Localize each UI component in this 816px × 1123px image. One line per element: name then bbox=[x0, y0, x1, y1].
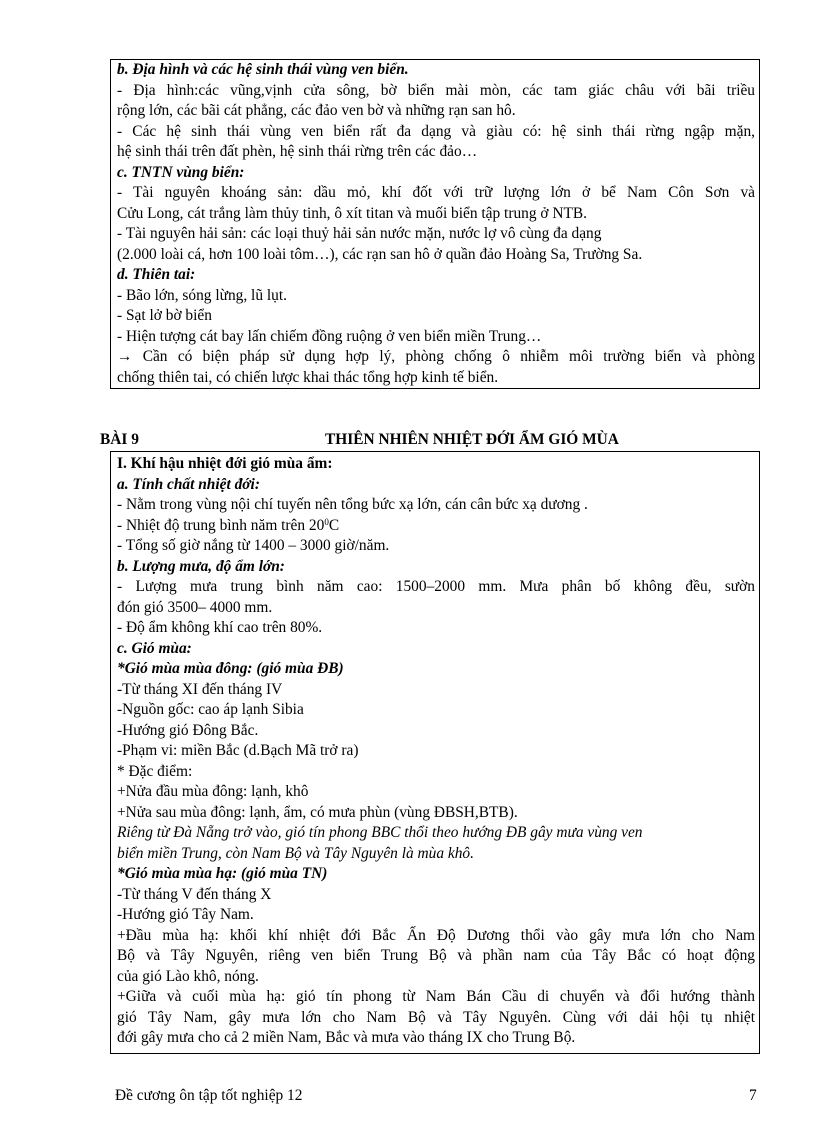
paragraph-line: +Nửa sau mùa đông: lạnh, ẩm, có mưa phùn (vùng ĐBSH,BTB). bbox=[117, 803, 518, 821]
subheading: b. Địa hình và các hệ sinh thái vùng ven biển. bbox=[117, 61, 409, 78]
paragraph-line: - Các hệ sinh thái vùng ven biển rất đa dạng và giàu có: hệ sinh thái rừng ngập mặn, bbox=[117, 122, 755, 140]
paragraph-line: - Bão lớn, sóng lừng, lũ lụt. bbox=[117, 286, 287, 304]
paragraph-line: (2.000 loài cá, hơn 100 loài tôm…), các rạn san hô ở quần đảo Hoàng Sa, Trường Sa. bbox=[117, 245, 643, 263]
paragraph-line: -Nguồn gốc: cao áp lạnh Sibia bbox=[117, 701, 304, 718]
paragraph-line bbox=[117, 516, 755, 537]
paragraph-line: -Hướng gió Đông Bắc. bbox=[117, 721, 259, 739]
paragraph-line: đới gây mưa cho cả 2 miền Nam, Bắc và mưa vào tháng IX cho Trung Bộ. bbox=[117, 1029, 576, 1046]
section-box-coastal bbox=[110, 59, 760, 389]
paragraph-line: Cửu Long, cát trắng làm thủy tinh, ô xít titan và muối biển tập trung ở NTB. bbox=[117, 204, 588, 222]
paragraph-line: - Nằm trong vùng nội chí tuyến nên tổng bức xạ lớn, cán cân bức xạ dương . bbox=[117, 496, 588, 513]
paragraph-line: hệ sinh thái trên đất phèn, hệ sinh thái rừng trên các đảo… bbox=[117, 143, 478, 160]
paragraph-line: của gió Lào khô, nóng. bbox=[117, 967, 259, 985]
paragraph-line: +Đầu mùa hạ: khối khí nhiệt đới Bắc Ấn Độ Dương thổi vào gây mưa lớn cho Nam bbox=[117, 926, 755, 944]
paragraph-line: - Tổng số giờ nắng từ 1400 – 3000 giờ/năm. bbox=[117, 537, 390, 554]
subheading: b. Lượng mưa, độ ẩm lớn: bbox=[117, 557, 285, 575]
paragraph-line: biển miền Trung, còn Nam Bộ và Tây Nguyên là mùa khô. bbox=[117, 844, 474, 862]
text-part: - Nhiệt độ trung bình năm trên 20 bbox=[117, 516, 325, 534]
subheading: c. TNTN vùng biển: bbox=[117, 163, 245, 181]
subheading: a. Tính chất nhiệt đới: bbox=[117, 475, 260, 493]
paragraph-line: +Nửa đầu mùa đông: lạnh, khô bbox=[117, 783, 309, 800]
section-heading: I. Khí hậu nhiệt đới gió mùa ẩm: bbox=[117, 455, 333, 472]
subheading: c. Gió mùa: bbox=[117, 639, 192, 657]
paragraph-line: Riêng từ Đà Nẵng trở vào, gió tín phong BBC thổi theo hướng ĐB gây mưa vùng ven bbox=[117, 824, 643, 841]
subheading: d. Thiên tai: bbox=[117, 266, 196, 283]
text-part: C bbox=[328, 516, 340, 534]
paragraph-line: Bộ và Tây Nguyên, riêng ven biển Trung Bộ và phần nam của Tây Bắc có hoạt động bbox=[117, 947, 755, 964]
subheading: *Gió mùa mùa đông: (gió mùa ĐB) bbox=[117, 660, 344, 677]
lesson-number: BÀI 9 bbox=[100, 431, 139, 448]
lesson-title: THIÊN NHIÊN NHIỆT ĐỚI ẨM GIÓ MÙA bbox=[325, 431, 619, 448]
paragraph-line: → Cần có biện pháp sử dụng hợp lý, phòng chống ô nhiễm môi trường biển và phòng bbox=[117, 348, 755, 365]
paragraph-line: -Phạm vi: miền Bắc (d.Bạch Mã trở ra) bbox=[117, 742, 359, 759]
superscript: 0 bbox=[324, 516, 329, 527]
paragraph-line: * Đặc điểm: bbox=[117, 762, 193, 780]
section-box-climate bbox=[110, 451, 760, 1054]
paragraph-line: chống thiên tai, có chiến lược khai thác tổng hợp kinh tế biển. bbox=[117, 368, 499, 386]
paragraph-line: rộng lớn, các bãi cát phẳng, các đảo ven bờ và những rạn san hô. bbox=[117, 102, 516, 119]
paragraph-line: -Từ tháng V đến tháng X bbox=[117, 885, 272, 903]
paragraph-line: -Từ tháng XI đến tháng IV bbox=[117, 680, 283, 698]
paragraph-line: +Giữa và cuối mùa hạ: gió tín phong từ Nam Bán Cầu di chuyển và đổi hướng thành bbox=[117, 988, 755, 1005]
paragraph-line: - Độ ẩm không khí cao trên 80%. bbox=[117, 619, 323, 636]
page-number: 7 bbox=[749, 1087, 757, 1104]
paragraph-line: - Lượng mưa trung bình năm cao: 1500–2000 mm. Mưa phân bố không đều, sườn bbox=[117, 578, 755, 595]
subheading: *Gió mùa mùa hạ: (gió mùa TN) bbox=[117, 865, 328, 882]
paragraph-line: -Hướng gió Tây Nam. bbox=[117, 906, 254, 923]
paragraph-line: - Tài nguyên hải sản: các loại thuỷ hải sản nước mặn, nước lợ vô cùng đa dạng bbox=[117, 225, 602, 242]
footer-text: Đề cương ôn tập tốt nghiệp 12 bbox=[115, 1087, 303, 1104]
paragraph-line: - Tài nguyên khoáng sản: dầu mỏ, khí đốt với trữ lượng lớn ở bể Nam Côn Sơn và bbox=[117, 184, 755, 201]
paragraph-line: - Sạt lở bờ biển bbox=[117, 307, 212, 324]
paragraph-line: - Địa hình:các vũng,vịnh cửa sông, bờ biển mài mòn, các tam giác châu với bãi triều bbox=[117, 81, 755, 99]
paragraph-line: đón gió 3500– 4000 mm. bbox=[117, 598, 273, 616]
paragraph-line: - Hiện tượng cát bay lấn chiếm đồng ruộng ở ven biển miền Trung… bbox=[117, 327, 542, 345]
paragraph-line: gió Tây Nam, gây mưa lớn cho Nam Bộ và Tây Nguyên. Cùng với dải hội tụ nhiệt bbox=[117, 1008, 755, 1026]
